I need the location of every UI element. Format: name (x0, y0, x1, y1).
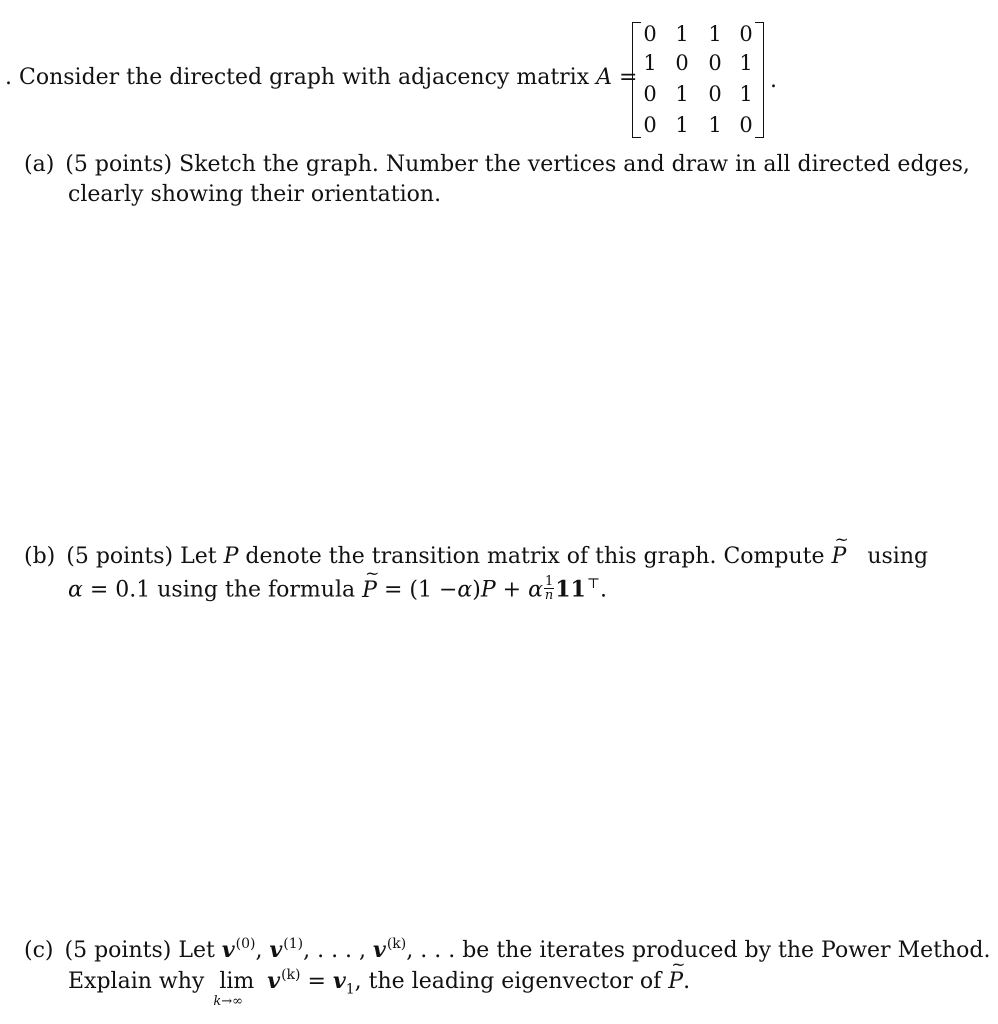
part-a-points: (5 points) (65, 152, 173, 177)
limit-text: lim (219, 969, 255, 994)
alpha-symbol: α (68, 577, 83, 603)
iterate-dots: , . . . , (303, 938, 367, 963)
formula-plus: + (502, 577, 522, 603)
matrix-period: . (770, 68, 777, 93)
part-b-label: (b) (24, 544, 56, 569)
eigenvector-subscript: 1 (345, 981, 355, 998)
part-a-label: (a) (24, 152, 55, 177)
matrix-cell: 1 (643, 51, 657, 75)
matrix-cell: 1 (675, 22, 689, 46)
equals-sign: = (619, 65, 638, 90)
part-b-line2 (68, 574, 608, 604)
formula-p: P (480, 577, 496, 603)
iterate-vk: v (373, 937, 386, 963)
one-over-n-fraction (544, 575, 554, 602)
part-a-text: Sketch the graph. Number the vertices and draw in all directed edges, (179, 152, 970, 177)
matrix-cell: 0 (643, 113, 657, 137)
part-c-label: (c) (24, 938, 54, 963)
part-c-explain: Explain why (68, 969, 205, 994)
problem-intro-text: Consider the directed graph with adjacency matrix (19, 65, 590, 90)
transition-matrix-symbol: P (223, 544, 239, 569)
part-a-line2: clearly showing their orientation. (68, 182, 442, 207)
limit-operator (213, 969, 255, 1009)
iterate-v0: v (221, 937, 235, 963)
part-b-text-using: using (867, 544, 929, 569)
iterate-dots-trailing: , . . . (406, 938, 456, 963)
formula-equals: = (1 − (383, 577, 458, 603)
matrix-cell: 0 (643, 22, 657, 46)
part-c-line2 (68, 967, 691, 1009)
matrix-cell: 0 (739, 22, 753, 46)
iterate-comma: , (255, 938, 263, 963)
matrix-symbol: A (596, 65, 613, 90)
matrix-cell: 1 (675, 113, 689, 137)
formula-close-paren: ) (472, 577, 481, 603)
iterate-v0-superscript: (0) (235, 936, 256, 952)
transpose-symbol: ⊤ (586, 575, 601, 592)
matrix-cell: 0 (708, 82, 722, 106)
p-tilde-symbol-formula: ~ P (362, 580, 377, 602)
adjacency-matrix (632, 18, 764, 140)
part-b-line1 (24, 546, 928, 568)
formula-alpha-2: α (528, 577, 543, 603)
fraction-numerator: 1 (544, 574, 554, 589)
part-c-line1 (24, 936, 991, 963)
part-c-points: (5 points) (64, 938, 172, 963)
matrix-cell: 1 (708, 113, 722, 137)
limit-equals: = (307, 969, 326, 994)
formula-alpha: α (457, 577, 473, 603)
iterate-vk-superscript: (k) (386, 936, 407, 952)
matrix-cell: 0 (708, 51, 722, 75)
fraction-denominator: n (544, 588, 554, 603)
formula-period: . (600, 577, 608, 603)
part-c-period: . (683, 969, 691, 994)
part-a-line1 (24, 154, 970, 176)
leading-eigenvector: v (332, 968, 346, 994)
iterate-v1-superscript: (1) (283, 936, 304, 952)
matrix-cell: 0 (675, 51, 689, 75)
limit-vk: v (267, 968, 281, 994)
part-b-points: (5 points) (66, 544, 174, 569)
problem-number-marker: . (5, 65, 12, 90)
matrix-cell: 0 (643, 82, 657, 106)
part-c-let: Let (178, 938, 215, 963)
matrix-cell: 1 (675, 82, 689, 106)
limit-subscript: k→∞ (213, 994, 243, 1009)
part-b-text-let: Let (180, 544, 217, 569)
iterate-v1: v (269, 937, 283, 963)
matrix-cell: 1 (739, 51, 753, 75)
alpha-value-text: = 0.1 using the formula (89, 577, 356, 603)
part-b-text-denote: denote the transition matrix of this graph. Compute (245, 544, 825, 569)
p-tilde-symbol: ~ P (832, 546, 847, 568)
matrix-right-bracket (755, 22, 764, 138)
part-c-text: be the iterates produced by the Power Method. (462, 938, 991, 963)
problem-intro-line (5, 67, 637, 89)
matrix-cell: 1 (739, 82, 753, 106)
part-c-text-2: , the leading eigenvector of (354, 969, 662, 994)
limit-vk-superscript: (k) (281, 967, 301, 983)
matrix-cell: 0 (739, 113, 753, 137)
p-tilde-symbol-c: ~ P (668, 971, 683, 993)
matrix-cell: 1 (708, 22, 722, 46)
ones-vector: 11 (555, 576, 586, 603)
